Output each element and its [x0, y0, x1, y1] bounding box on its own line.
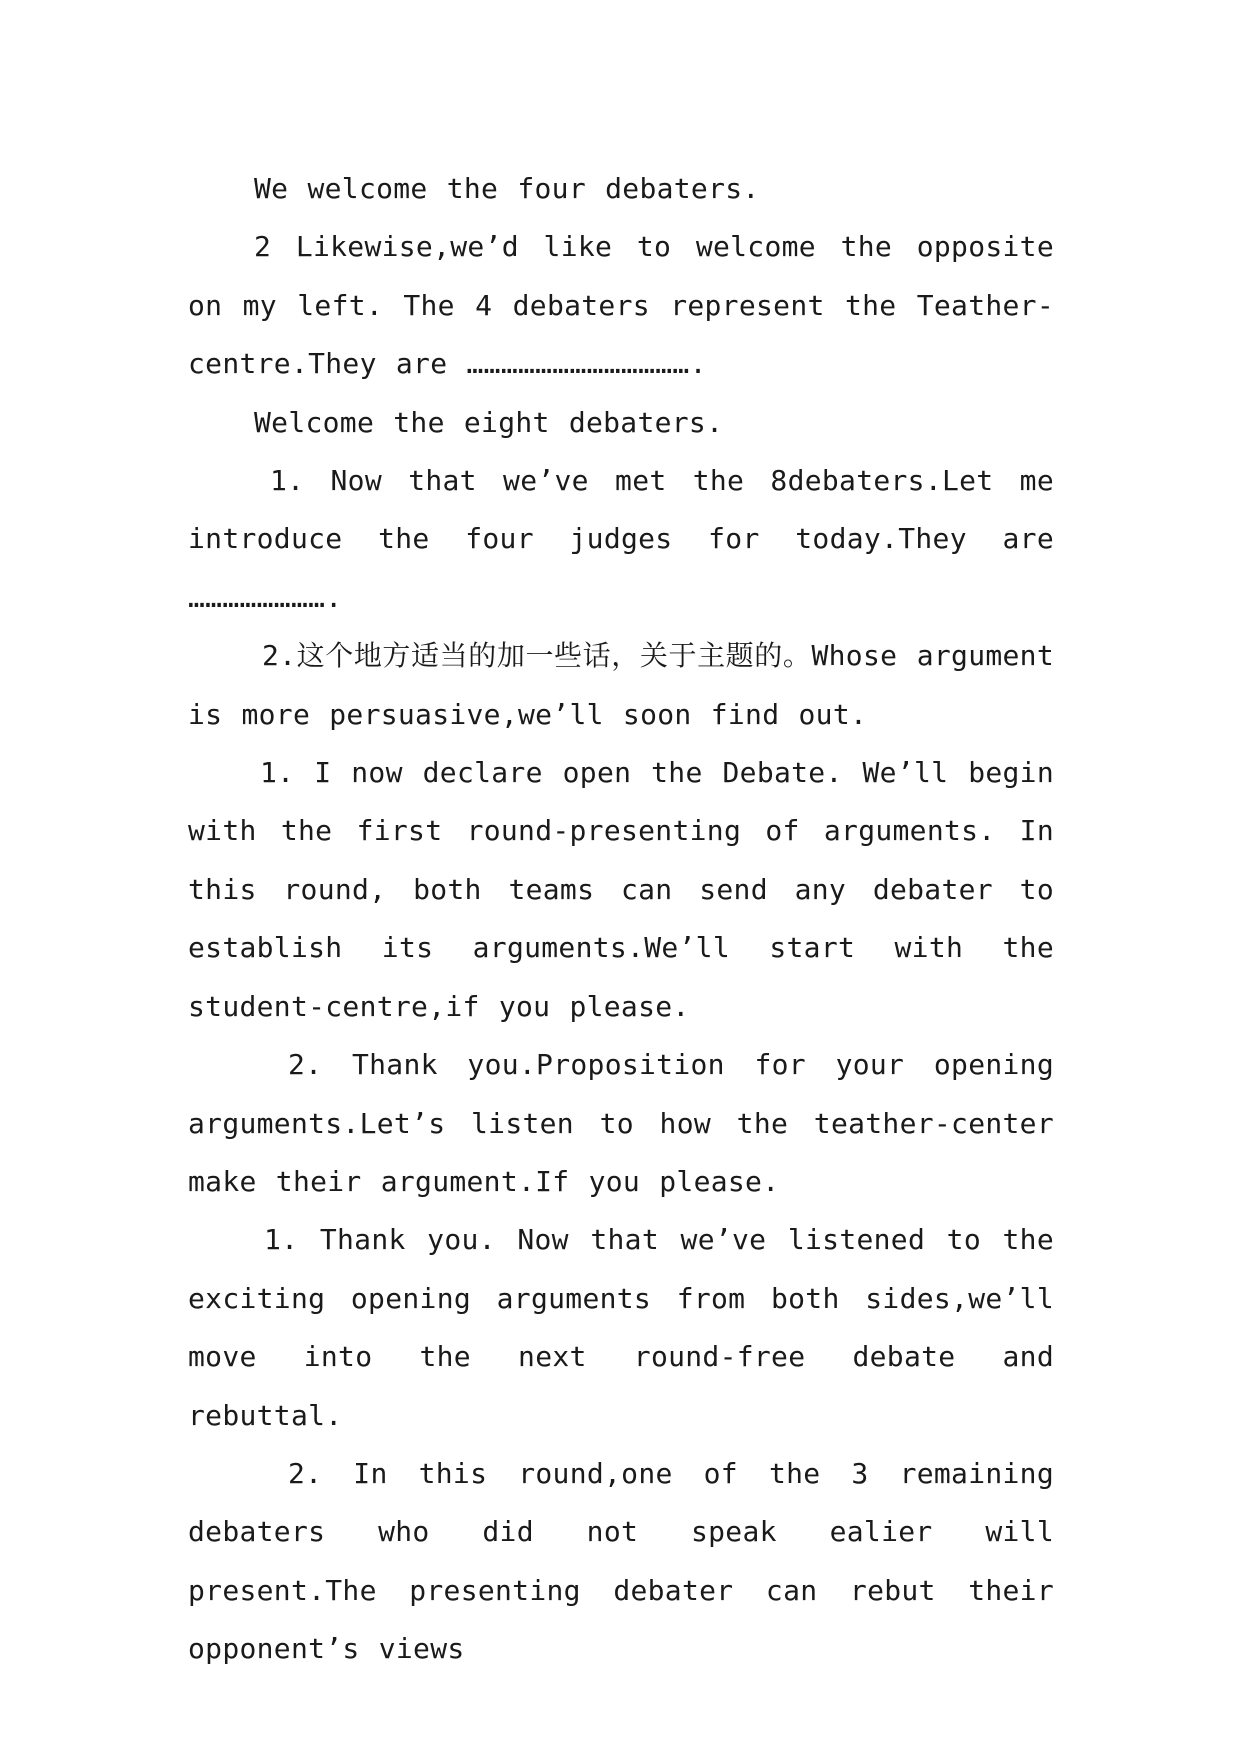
paragraph-free-debate: 1. Thank you. Now that we’ve listened to the exciting opening arguments from both sides,we’ll move into the next round-free debate and rebuttal. — [188, 1223, 1054, 1432]
paragraph-proposition: 2. Thank you.Proposition for your opening arguments.Let’s listen to how the teather-center make their argument.If you please. — [188, 1048, 1054, 1198]
document-body — [188, 160, 1054, 1679]
paragraph-persuasive: 2.这个地方适当的加一些话，关于主题的。Whose argument is more persuasive,we’ll soon find out. — [188, 639, 1054, 731]
paragraph-declare-open: 1. I now declare open the Debate. We’ll begin with the first round-presenting of arguments. In this round, both teams can send any debater to establish its arguments.We’ll start with the student-centre,if you please. — [188, 756, 1054, 1023]
paragraph-welcome-opposite: 2 Likewise,we’d like to welcome the opposite on my left. The 4 debaters represent the Teather-centre.They are …………………………………. — [188, 230, 1054, 381]
paragraph-remaining-debaters: 2. In this round,one of the 3 remaining debaters who did not speak ealier will present.The presenting debater can rebut their opponent’s views — [188, 1456, 1054, 1666]
paragraph-welcome-four: We welcome the four debaters. — [254, 172, 760, 205]
paragraph-introduce-judges: 1. Now that we’ve met the 8debaters.Let me introduce the four judges for today.They are ……………………. — [188, 464, 1054, 614]
paragraph-welcome-eight: Welcome the eight debaters. — [254, 405, 724, 439]
